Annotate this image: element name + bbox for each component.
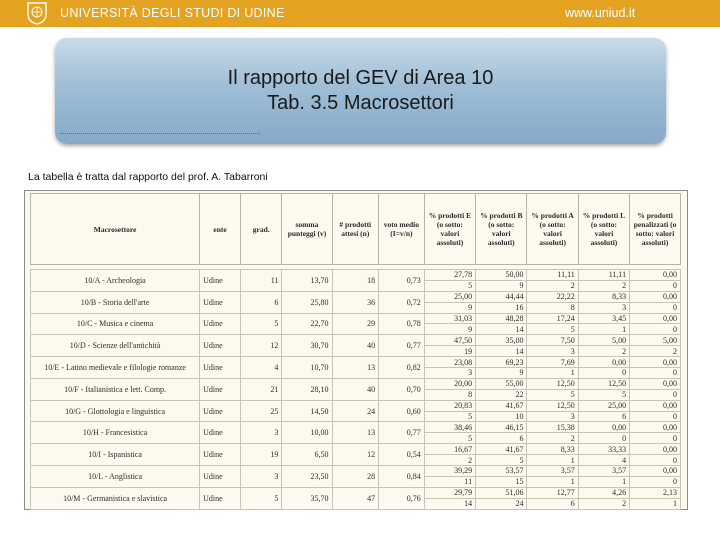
table-cell: 2: [527, 280, 578, 291]
table-cell: 21: [241, 378, 282, 400]
table-cell: Udine: [200, 335, 241, 357]
table-cell: 9: [476, 280, 527, 291]
table-cell: 16,67: [424, 444, 475, 455]
table-cell: 10/H - Francesistica: [31, 422, 200, 444]
table-cell: 25,00: [424, 291, 475, 302]
table-cell: Udine: [200, 400, 241, 422]
table-cell: 19: [424, 346, 475, 357]
table-cell: 16: [476, 302, 527, 313]
table-cell: 14: [424, 498, 475, 509]
table-cell: 10,70: [282, 357, 332, 379]
table-cell: 1: [630, 498, 681, 509]
table-cell: 55,00: [476, 378, 527, 389]
table-cell: 36: [332, 291, 379, 313]
table-cell: 35,70: [282, 487, 332, 509]
table-cell: 51,06: [476, 487, 527, 498]
table-cell: 15,38: [527, 422, 578, 433]
table-cell: 28,10: [282, 378, 332, 400]
table-cell: 10/B - Storia dell'arte: [31, 291, 200, 313]
table-row: [31, 422, 681, 433]
slide-title: [55, 66, 666, 116]
table-cell: 0,00: [630, 357, 681, 368]
table-cell: 0,82: [379, 357, 425, 379]
table-cell: 12,50: [578, 378, 629, 389]
table-cell: 38,46: [424, 422, 475, 433]
table-cell: 40: [332, 378, 379, 400]
table-cell: 1: [578, 476, 629, 487]
table-cell: 1: [527, 476, 578, 487]
table-cell: 6,50: [282, 444, 332, 466]
table-cell: 25: [241, 400, 282, 422]
table-cell: 17,24: [527, 313, 578, 324]
table-cell: 10/D - Scienze dell'antichità: [31, 335, 200, 357]
table-cell: 5: [424, 411, 475, 422]
table-caption: La tabella è tratta dal rapporto del prof. A. Tabarroni: [28, 171, 268, 183]
table-cell: 5: [578, 389, 629, 400]
table-cell: 20,83: [424, 400, 475, 411]
table-row: [31, 378, 681, 389]
table-cell: 8: [424, 389, 475, 400]
table-cell: 4: [578, 455, 629, 466]
table-cell: 8,33: [578, 291, 629, 302]
table-cell: 50,00: [476, 270, 527, 281]
table-cell: 0: [630, 280, 681, 291]
table-cell: 0: [630, 476, 681, 487]
table-cell: 44,44: [476, 291, 527, 302]
table-cell: 0,78: [379, 313, 425, 335]
table-cell: 10/A - Archeologia: [31, 270, 200, 292]
divider: [60, 133, 260, 134]
table-row: [31, 291, 681, 302]
table-cell: 6: [527, 498, 578, 509]
table-cell: 12,77: [527, 487, 578, 498]
column-header: grad.: [241, 194, 282, 265]
table-cell: 0: [630, 368, 681, 379]
table-cell: 5,00: [630, 335, 681, 346]
table-cell: 6: [241, 291, 282, 313]
table-cell: 6: [476, 433, 527, 444]
university-name: UNIVERSITÀ DEGLI STUDI DI UDINE: [60, 6, 285, 20]
table-cell: 2,13: [630, 487, 681, 498]
column-header: % prodotti A (o sotto: valori assoluti): [527, 194, 578, 265]
table-cell: 3,57: [527, 466, 578, 477]
table-cell: 5: [424, 280, 475, 291]
table-cell: 1: [527, 368, 578, 379]
table-cell: 0,77: [379, 422, 425, 444]
table-cell: 22: [476, 389, 527, 400]
table-cell: 3,45: [578, 313, 629, 324]
macrosettori-table: [30, 193, 681, 510]
column-header: Macrosettore: [31, 194, 200, 265]
table-cell: 2: [578, 498, 629, 509]
table-cell: 41,67: [476, 400, 527, 411]
table-cell: 0,73: [379, 270, 425, 292]
table-cell: 30,70: [282, 335, 332, 357]
table-cell: 0: [630, 433, 681, 444]
table-row: [31, 270, 681, 281]
table-row: [31, 400, 681, 411]
table-cell: 10/C - Musica e cinema: [31, 313, 200, 335]
table-cell: Udine: [200, 357, 241, 379]
table-cell: 0,00: [630, 422, 681, 433]
table-cell: 1: [578, 324, 629, 335]
table-cell: 3: [527, 411, 578, 422]
table-cell: 22,22: [527, 291, 578, 302]
table-cell: 47,50: [424, 335, 475, 346]
table-cell: 19: [241, 444, 282, 466]
website-link[interactable]: www.uniud.it: [565, 6, 636, 20]
table-cell: 0: [630, 411, 681, 422]
slide-title-line2: Tab. 3.5 Macrosettori: [267, 92, 454, 114]
table-cell: 3: [241, 466, 282, 488]
table-cell: 0,77: [379, 335, 425, 357]
table-cell: Udine: [200, 444, 241, 466]
table-cell: 39,29: [424, 466, 475, 477]
table-cell: 13: [332, 422, 379, 444]
table-cell: 0: [630, 389, 681, 400]
table-cell: 3,57: [578, 466, 629, 477]
table-cell: 24: [476, 498, 527, 509]
table-cell: 9: [476, 368, 527, 379]
table-cell: 0,00: [630, 291, 681, 302]
table-cell: 0,00: [578, 357, 629, 368]
table-cell: 7,69: [527, 357, 578, 368]
table-cell: 0,76: [379, 487, 425, 509]
table-cell: 0: [578, 368, 629, 379]
table-row: [31, 444, 681, 455]
table-cell: 20,00: [424, 378, 475, 389]
table-cell: 0,00: [630, 270, 681, 281]
table-cell: 14: [476, 346, 527, 357]
table-cell: 13: [332, 357, 379, 379]
table-cell: 0,00: [630, 400, 681, 411]
column-header: voto medio (I=v/n): [379, 194, 425, 265]
slide-title-line1: Il rapporto del GEV di Area 10: [227, 67, 494, 89]
table-cell: Udine: [200, 422, 241, 444]
table-cell: 2: [578, 346, 629, 357]
table-cell: 13,70: [282, 270, 332, 292]
table-cell: 0,84: [379, 466, 425, 488]
column-header: % prodotti L (o sotto: valori assoluti): [578, 194, 629, 265]
table-cell: 11,11: [527, 270, 578, 281]
table-cell: 0,00: [630, 378, 681, 389]
table-cell: 41,67: [476, 444, 527, 455]
table-cell: 0,00: [630, 444, 681, 455]
table-cell: 10,00: [282, 422, 332, 444]
table-cell: 10/M - Germanistica e slavistica: [31, 487, 200, 509]
table-cell: 3: [527, 346, 578, 357]
table-header-row: [31, 194, 681, 265]
table-cell: 0,00: [630, 466, 681, 477]
table-cell: 2: [527, 433, 578, 444]
table-cell: 47: [332, 487, 379, 509]
table-cell: Udine: [200, 270, 241, 292]
table-cell: 6: [578, 411, 629, 422]
table-cell: 10/I - Ispanistica: [31, 444, 200, 466]
table-cell: 1: [527, 455, 578, 466]
table-cell: 27,78: [424, 270, 475, 281]
table-cell: 10/F - Italianistica e lett. Comp.: [31, 378, 200, 400]
table-cell: 2: [424, 455, 475, 466]
table-cell: 48,28: [476, 313, 527, 324]
table-cell: 25,80: [282, 291, 332, 313]
table-cell: 0,72: [379, 291, 425, 313]
table-row: [31, 313, 681, 324]
table-cell: 10/G - Glottologia e linguistica: [31, 400, 200, 422]
table-cell: 12: [241, 335, 282, 357]
table-cell: 4,26: [578, 487, 629, 498]
table-cell: 10/L - Anglistica: [31, 466, 200, 488]
table-cell: 22,70: [282, 313, 332, 335]
table-row: [31, 487, 681, 498]
table-cell: 10/E - Latino medievale e filologie romanze: [31, 357, 200, 379]
table-cell: 0,54: [379, 444, 425, 466]
table-cell: 11,11: [578, 270, 629, 281]
column-header: ente: [200, 194, 241, 265]
table-cell: 5: [241, 487, 282, 509]
table-cell: 5: [241, 313, 282, 335]
table-cell: 15: [476, 476, 527, 487]
table-cell: 9: [424, 302, 475, 313]
table-cell: 0,00: [630, 313, 681, 324]
table-row: [31, 357, 681, 368]
table-cell: 11: [424, 476, 475, 487]
table-cell: 29,79: [424, 487, 475, 498]
table-cell: 46,15: [476, 422, 527, 433]
table-cell: 7,50: [527, 335, 578, 346]
table-cell: 8,33: [527, 444, 578, 455]
table-row: [31, 335, 681, 346]
table-cell: 5: [527, 324, 578, 335]
table-cell: 0: [578, 433, 629, 444]
table-cell: 3: [578, 302, 629, 313]
column-header: # prodotti attesi (n): [332, 194, 379, 265]
table-cell: 5: [424, 433, 475, 444]
table-cell: 4: [241, 357, 282, 379]
table-cell: 69,23: [476, 357, 527, 368]
table-cell: 0,70: [379, 378, 425, 400]
table-cell: 5,00: [578, 335, 629, 346]
table-cell: 31,03: [424, 313, 475, 324]
table-cell: 28: [332, 466, 379, 488]
table-cell: 9: [424, 324, 475, 335]
university-seal-icon: [26, 1, 48, 25]
column-header: % prodotti B (o sotto: valori assoluti): [476, 194, 527, 265]
table-cell: 12,50: [527, 378, 578, 389]
table-cell: 3: [241, 422, 282, 444]
table-cell: 29: [332, 313, 379, 335]
table-cell: 14,50: [282, 400, 332, 422]
table-cell: 40: [332, 335, 379, 357]
table-cell: 12,50: [527, 400, 578, 411]
table-cell: 11: [241, 270, 282, 292]
table-cell: 24: [332, 400, 379, 422]
table-cell: 23,50: [282, 466, 332, 488]
column-header: % prodotti E (o sotto: valori assoluti): [424, 194, 475, 265]
table-cell: Udine: [200, 378, 241, 400]
table-cell: 53,57: [476, 466, 527, 477]
column-header: % prodotti penalizzati (o sotto: valori assoluti): [630, 194, 681, 265]
table-cell: 33,33: [578, 444, 629, 455]
table-cell: Udine: [200, 313, 241, 335]
table-cell: Udine: [200, 487, 241, 509]
table-cell: 10: [476, 411, 527, 422]
table-cell: 0: [630, 324, 681, 335]
column-header: somma punteggi (v): [282, 194, 332, 265]
table-cell: 3: [424, 368, 475, 379]
table-cell: 5: [527, 389, 578, 400]
table-cell: 0: [630, 302, 681, 313]
table-cell: 5: [476, 455, 527, 466]
table-cell: 2: [578, 280, 629, 291]
table-cell: 0: [630, 455, 681, 466]
table-cell: 18: [332, 270, 379, 292]
table-cell: 14: [476, 324, 527, 335]
table-row: [31, 466, 681, 477]
table-cell: 0,60: [379, 400, 425, 422]
table-cell: 23,08: [424, 357, 475, 368]
table-cell: 0,00: [578, 422, 629, 433]
table-cell: 35,00: [476, 335, 527, 346]
table-cell: Udine: [200, 466, 241, 488]
table-cell: Udine: [200, 291, 241, 313]
table-cell: 25,00: [578, 400, 629, 411]
table-cell: 12: [332, 444, 379, 466]
table-cell: 8: [527, 302, 578, 313]
table-cell: 2: [630, 346, 681, 357]
